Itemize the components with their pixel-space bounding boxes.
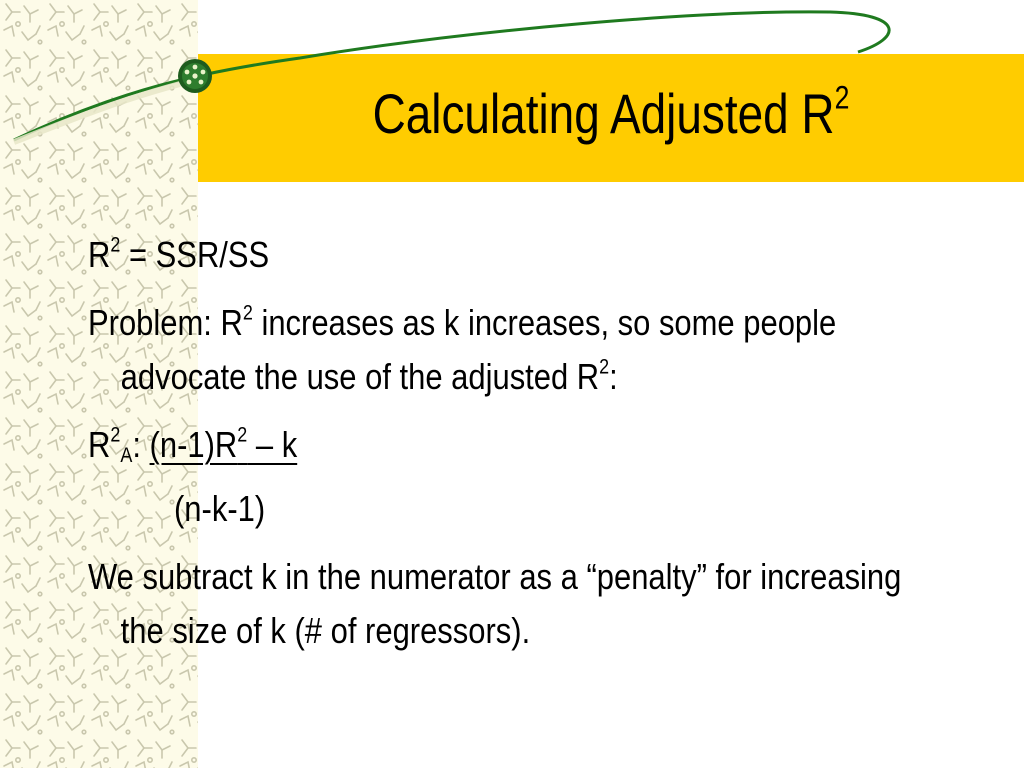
text-segment: (n-k-1): [174, 488, 266, 529]
superscript: 2: [110, 423, 121, 447]
bullet-adjusted-r2-formula: [88, 418, 949, 472]
text-segment: increases as k increases, so some people advocate the use of the adjusted R: [120, 302, 837, 397]
bullet-problem: [88, 296, 949, 404]
slide-body: [88, 228, 918, 672]
text-segment: We subtract k in the numerator as a “penalty” for increasing the size of k (# of regressors).: [88, 556, 902, 651]
text-segment: R: [88, 424, 111, 465]
slide-title-text: Calculating Adjusted R: [372, 82, 835, 145]
text-segment: (n-1)R: [149, 424, 238, 465]
text-segment: Problem: R: [88, 302, 243, 343]
text-segment: :: [609, 356, 618, 397]
text-segment: R: [88, 234, 111, 275]
text-segment: :: [132, 424, 150, 465]
text-segment: = SSR/SS: [120, 234, 270, 275]
slide-title-superscript: 2: [834, 79, 850, 116]
subscript: A: [120, 444, 133, 468]
superscript: 2: [599, 355, 610, 379]
superscript: 2: [242, 301, 253, 325]
bullet-r2-definition: [88, 228, 949, 282]
superscript: 2: [237, 423, 248, 447]
bullet-penalty-explanation: [88, 550, 949, 658]
superscript: 2: [110, 233, 121, 257]
formula-numerator: [150, 424, 298, 465]
slide-title: [272, 78, 949, 150]
text-segment: – k: [247, 424, 298, 465]
formula-denominator: [88, 482, 1002, 536]
